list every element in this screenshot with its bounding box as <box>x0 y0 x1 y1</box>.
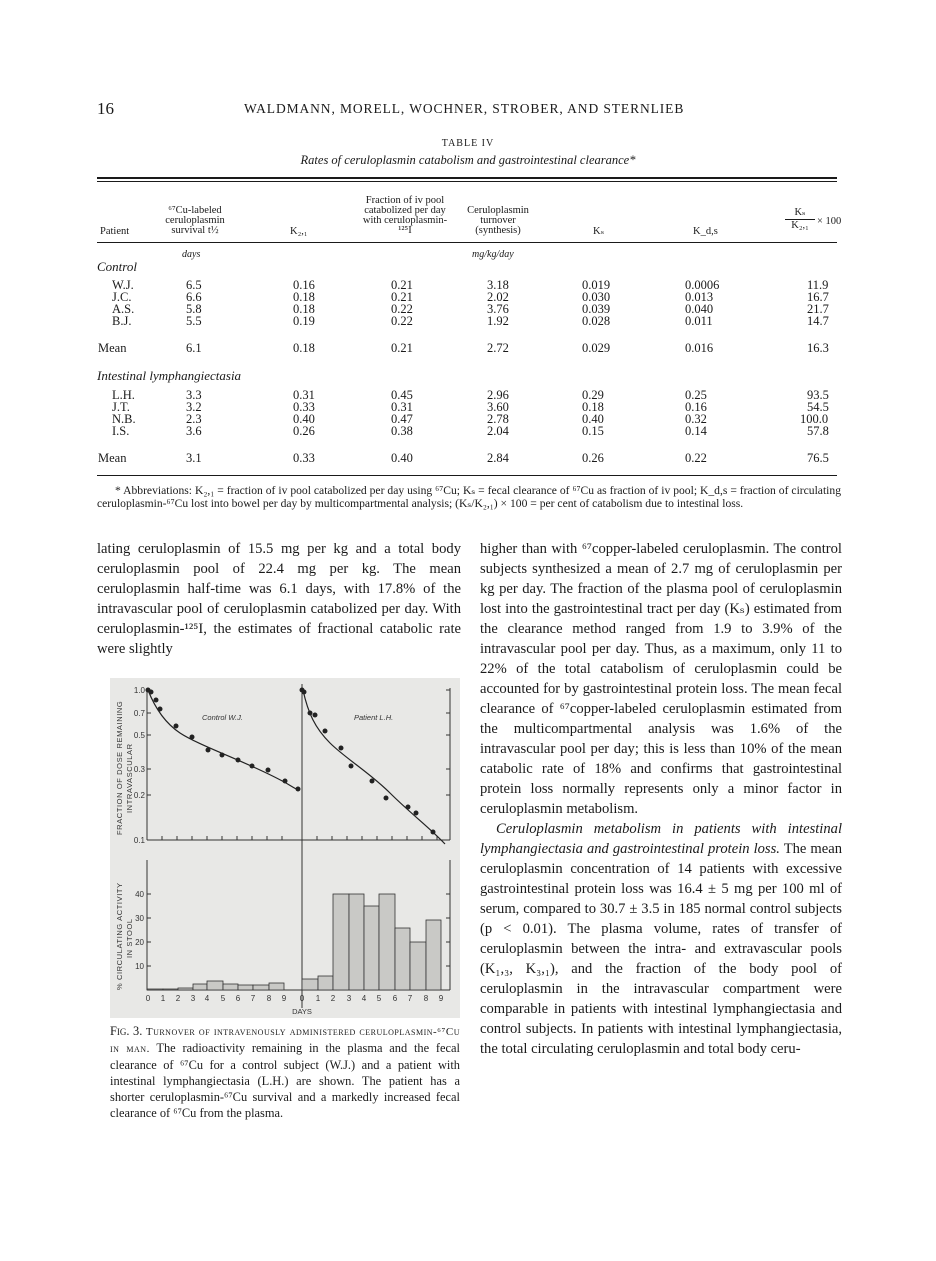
left-paragraph: lating ceruloplasmin of 15.5 mg per kg and a total body ceruloplasmin pool of 22.4 mg per kg. The mean ceruloplasmin half-time was 6.1 days, with 17.8% of the intravascular pool of ceruloplasmin catabolized per day. With ceruloplasmin-¹²⁵I, the estimates of fractional catabolic rate were slightly <box>97 541 461 657</box>
cell-k21: 0.19 <box>293 314 315 328</box>
cell-kds: 0.22 <box>685 451 707 465</box>
figure-3-chart <box>110 678 460 1018</box>
cell-survival: 3.3 <box>186 388 202 402</box>
cell-fraction: 0.21 <box>391 278 413 292</box>
table-header-rule <box>97 242 837 243</box>
col-header-survival-line: ⁶⁷Cu-labeled <box>168 205 222 216</box>
cell-survival: 2.3 <box>186 412 202 426</box>
cell-survival: 6.1 <box>186 341 202 355</box>
cell-kds: 0.040 <box>685 302 714 316</box>
cell-k21: 0.33 <box>293 400 315 414</box>
figure-caption-title: Turnover of intravenously administered ceruloplasmin-⁶⁷Cu in man. <box>110 1026 460 1055</box>
table-top-rule-2 <box>97 181 837 182</box>
table-footnote: * Abbreviations: K₂,₁ = fraction of iv pool catabolized per day using ⁶⁷Cu; Kₛ = fecal clearance of ⁶⁷Cu as fraction of iv pool; K_d,s = fraction of circulating ceruloplasmin-⁶⁷Cu lost into bowel per day by multicompartmental analysis; (Kₛ/K₂,₁) × 100 = per cent of catabolism due to intestinal loss. <box>97 484 841 510</box>
cell-patient: L.H. <box>112 388 135 402</box>
col-header-turnover <box>458 206 538 236</box>
col-header-fraction-line: Fraction of iv pool <box>365 195 445 206</box>
svg-text:0.5: 0.5 <box>133 731 145 740</box>
ratio-multiplier: × 100 <box>817 216 842 227</box>
cell-k21: 0.18 <box>293 290 315 304</box>
cell-patient: J.T. <box>112 400 130 414</box>
cell-ks: 0.15 <box>582 424 604 438</box>
cell-ratio: 57.8 <box>807 424 829 438</box>
cell-ratio: 11.9 <box>807 278 829 292</box>
svg-text:0.7: 0.7 <box>133 709 145 718</box>
cell-kds: 0.16 <box>685 400 707 414</box>
cell-kds: 0.14 <box>685 424 707 438</box>
cell-turnover: 3.76 <box>487 302 509 316</box>
cell-survival: 3.6 <box>186 424 202 438</box>
cell-ratio: 100.0 <box>800 412 829 426</box>
svg-text:6: 6 <box>235 994 241 1003</box>
ratio-denominator: K₂,₁ <box>791 220 809 231</box>
col-header-turnover-line: (synthesis) <box>475 225 521 236</box>
svg-text:1: 1 <box>315 994 321 1003</box>
running-head: WALDMANN, MORELL, WOCHNER, STROBER, AND STERNLIEB <box>244 101 685 116</box>
label-control: Control W.J. <box>202 713 243 722</box>
col-header-turnover-line: turnover <box>480 215 516 226</box>
cell-k21: 0.16 <box>293 278 315 292</box>
svg-text:IN STOOL: IN STOOL <box>125 918 134 958</box>
right-paragraph-2 <box>480 819 842 1059</box>
table-bottom-rule <box>97 475 837 476</box>
cell-k21: 0.18 <box>293 341 315 355</box>
cell-k21: 0.33 <box>293 451 315 465</box>
svg-text:3: 3 <box>190 994 196 1003</box>
svg-text:0.2: 0.2 <box>133 791 145 800</box>
svg-text:10: 10 <box>135 962 144 971</box>
cell-survival: 3.2 <box>186 400 202 414</box>
cell-fraction: 0.31 <box>391 400 413 414</box>
cell-survival: 6.6 <box>186 290 202 304</box>
cell-turnover: 2.04 <box>487 424 509 438</box>
cell-fraction: 0.22 <box>391 314 413 328</box>
col-header-kds: K_d,s <box>693 226 718 237</box>
group-label-lymphangiectasia: Intestinal lymphangiectasia <box>97 368 242 383</box>
cell-ratio: 16.7 <box>807 290 829 304</box>
cell-ks: 0.030 <box>582 290 611 304</box>
figure-caption <box>110 1023 460 1121</box>
svg-text:2: 2 <box>330 994 336 1003</box>
col-header-turnover-line: Ceruloplasmin <box>467 205 529 216</box>
svg-text:4: 4 <box>204 994 210 1003</box>
cell-ks: 0.029 <box>582 341 611 355</box>
figure-caption-lead: Fig. 3. <box>110 1024 143 1038</box>
svg-text:7: 7 <box>407 994 413 1003</box>
cell-ratio: 76.5 <box>807 451 829 465</box>
cell-survival: 5.8 <box>186 302 202 316</box>
cell-k21: 0.31 <box>293 388 315 402</box>
cell-turnover: 2.78 <box>487 412 509 426</box>
svg-text:0.1: 0.1 <box>133 836 145 845</box>
cell-fraction: 0.21 <box>391 290 413 304</box>
cell-kds: 0.011 <box>685 314 713 328</box>
col-header-k21: K₂,₁ <box>290 226 308 237</box>
cell-patient: Mean <box>98 451 127 465</box>
cell-ks: 0.29 <box>582 388 604 402</box>
cell-ks: 0.019 <box>582 278 611 292</box>
cell-ks: 0.40 <box>582 412 604 426</box>
table-label: TABLE IV <box>441 138 495 149</box>
right-paragraph-2-body: The mean ceruloplasmin concentration of 14 patients with excessive gastrointestinal protein loss was 16.4 ± 5 mg per 100 ml of serum, compared to 30.7 ± 3.5 in 185 normal control subjects (p < 0.01). The plasma volume, rates of transfer of ceruloplasmin between the intra- and extravascular pools (K₁,₃, K₃,₁), and the fraction of the body pool of ceruloplasmin in the intravascular compartment were comparable in patients with intestinal lymphangiectasia and control subjects. In patients with intestinal lymphangiectasia, the total circulating ceruloplasmin and total body ceru- <box>480 841 842 1057</box>
cell-patient: N.B. <box>112 412 136 426</box>
svg-text:6: 6 <box>392 994 398 1003</box>
svg-text:INTRAVASCULAR: INTRAVASCULAR <box>125 743 134 813</box>
figure-3 <box>110 678 460 1018</box>
left-column-text <box>97 539 461 659</box>
cell-k21: 0.18 <box>293 302 315 316</box>
svg-text:4: 4 <box>361 994 367 1003</box>
col-header-survival-line: survival t½ <box>171 225 219 236</box>
page-number: 16 <box>97 99 114 118</box>
table-caption: Rates of ceruloplasmin catabolism and gastrointestinal clearance* <box>300 153 636 167</box>
cell-turnover: 3.18 <box>487 278 509 292</box>
col-header-fraction <box>345 196 465 236</box>
section-heading: Ceruloplasmin metabolism in patients with intestinal lymphangiectasia and gastrointestinal protein loss. <box>480 821 842 857</box>
cell-ks: 0.039 <box>582 302 611 316</box>
cell-fraction: 0.22 <box>391 302 413 316</box>
cell-survival: 6.5 <box>186 278 202 292</box>
cell-survival: 3.1 <box>186 451 202 465</box>
col-header-patient: Patient <box>100 226 130 237</box>
svg-text:8: 8 <box>423 994 429 1003</box>
svg-text:5: 5 <box>376 994 382 1003</box>
cell-ks: 0.26 <box>582 451 604 465</box>
col-header-ratio <box>785 208 815 231</box>
cell-ratio: 14.7 <box>807 314 829 328</box>
col-header-survival-line: ceruloplasmin <box>165 215 225 226</box>
cell-k21: 0.40 <box>293 412 315 426</box>
cell-turnover: 3.60 <box>487 400 509 414</box>
cell-kds: 0.016 <box>685 341 714 355</box>
svg-text:1: 1 <box>160 994 166 1003</box>
cell-survival: 5.5 <box>186 314 202 328</box>
cell-patient: Mean <box>98 341 127 355</box>
unit-days: days <box>182 249 201 260</box>
svg-text:0.3: 0.3 <box>133 765 145 774</box>
cell-turnover: 2.84 <box>487 451 509 465</box>
cell-ratio: 16.3 <box>807 341 829 355</box>
cell-ratio: 21.7 <box>807 302 829 316</box>
cell-patient: B.J. <box>112 314 132 328</box>
col-header-fraction-line: with ceruloplasmin- <box>362 215 448 226</box>
col-header-survival <box>160 206 230 236</box>
col-header-ks: Kₛ <box>593 226 605 237</box>
cell-fraction: 0.45 <box>391 388 413 402</box>
svg-text:5: 5 <box>220 994 226 1003</box>
cell-fraction: 0.47 <box>391 412 413 426</box>
x-axis-label: DAYS <box>292 1007 312 1016</box>
col-header-fraction-line: catabolized per day <box>364 205 446 216</box>
label-patient: Patient L.H. <box>354 713 394 722</box>
svg-text:40: 40 <box>135 890 144 899</box>
cell-turnover: 2.72 <box>487 341 509 355</box>
svg-text:20: 20 <box>135 938 144 947</box>
cell-ratio: 93.5 <box>807 388 829 402</box>
cell-k21: 0.26 <box>293 424 315 438</box>
svg-text:30: 30 <box>135 914 144 923</box>
svg-text:3: 3 <box>346 994 352 1003</box>
cell-turnover: 2.96 <box>487 388 509 402</box>
col-header-fraction-line: ¹²⁵I <box>398 225 412 236</box>
right-paragraph-1: higher than with ⁶⁷copper-labeled ceruloplasmin. The control subjects synthesized a mean of 2.7 mg of ceruloplasmin per kg per day. The fraction of the plasma pool of ceruloplasmin lost into the gastrointestinal tract per day (Kₛ) estimated from the clearance method ranged from 1.9 to 3.9% of the intravascular pool per day. Thus, as a maximum, only 11 to 22% of the total catabolism of ceruloplasmin could be accounted for by gastrointestinal protein loss. The mean fecal clearance of ⁶⁷copper-labeled ceruloplasmin estimated from the multicompartmental analysis was 1.6% of the intravascular pool per day; this is less than 10% of the mean catabolic rate of 18% and confirms that gastrointestinal protein loss normally represents only a minor factor in ceruloplasmin metabolism. <box>480 541 842 817</box>
unit-mg-kg-day: mg/kg/day <box>472 249 514 260</box>
svg-text:% CIRCULATING ACTIVITY: % CIRCULATING ACTIVITY <box>115 882 124 990</box>
ratio-numerator: Kₛ <box>785 208 815 220</box>
cell-patient: W.J. <box>112 278 134 292</box>
cell-patient: A.S. <box>112 302 135 316</box>
svg-text:7: 7 <box>250 994 256 1003</box>
svg-text:9: 9 <box>281 994 287 1003</box>
cell-patient: J.C. <box>112 290 132 304</box>
cell-ks: 0.18 <box>582 400 604 414</box>
svg-text:0: 0 <box>145 994 151 1003</box>
svg-text:8: 8 <box>266 994 272 1003</box>
cell-kds: 0.013 <box>685 290 714 304</box>
cell-ratio: 54.5 <box>807 400 829 414</box>
cell-turnover: 1.92 <box>487 314 509 328</box>
svg-text:9: 9 <box>438 994 444 1003</box>
cell-kds: 0.0006 <box>685 278 720 292</box>
cell-ks: 0.028 <box>582 314 611 328</box>
cell-kds: 0.25 <box>685 388 707 402</box>
right-column-text <box>480 539 842 1059</box>
figure-caption-body: The radioactivity remaining in the plasma and the fecal clearance of ⁶⁷Cu for a control subject (W.J.) and a patient with intestinal lymphangiectasia (L.H.) are shown. The patient has a shorter ceruloplasmin-⁶⁷Cu survival and a markedly increased fecal clearance of ⁶⁷Cu from the plasma. <box>110 1041 460 1120</box>
svg-text:1.0: 1.0 <box>133 686 145 695</box>
cell-fraction: 0.40 <box>391 451 413 465</box>
cell-kds: 0.32 <box>685 412 707 426</box>
cell-fraction: 0.38 <box>391 424 413 438</box>
group-label-control: Control <box>97 259 137 274</box>
cell-patient: I.S. <box>112 424 130 438</box>
cell-turnover: 2.02 <box>487 290 509 304</box>
svg-text:0: 0 <box>299 994 305 1003</box>
svg-text:FRACTION OF DOSE REMAINING: FRACTION OF DOSE REMAINING <box>115 700 124 835</box>
svg-text:2: 2 <box>175 994 181 1003</box>
cell-fraction: 0.21 <box>391 341 413 355</box>
table-top-rule <box>97 177 837 179</box>
